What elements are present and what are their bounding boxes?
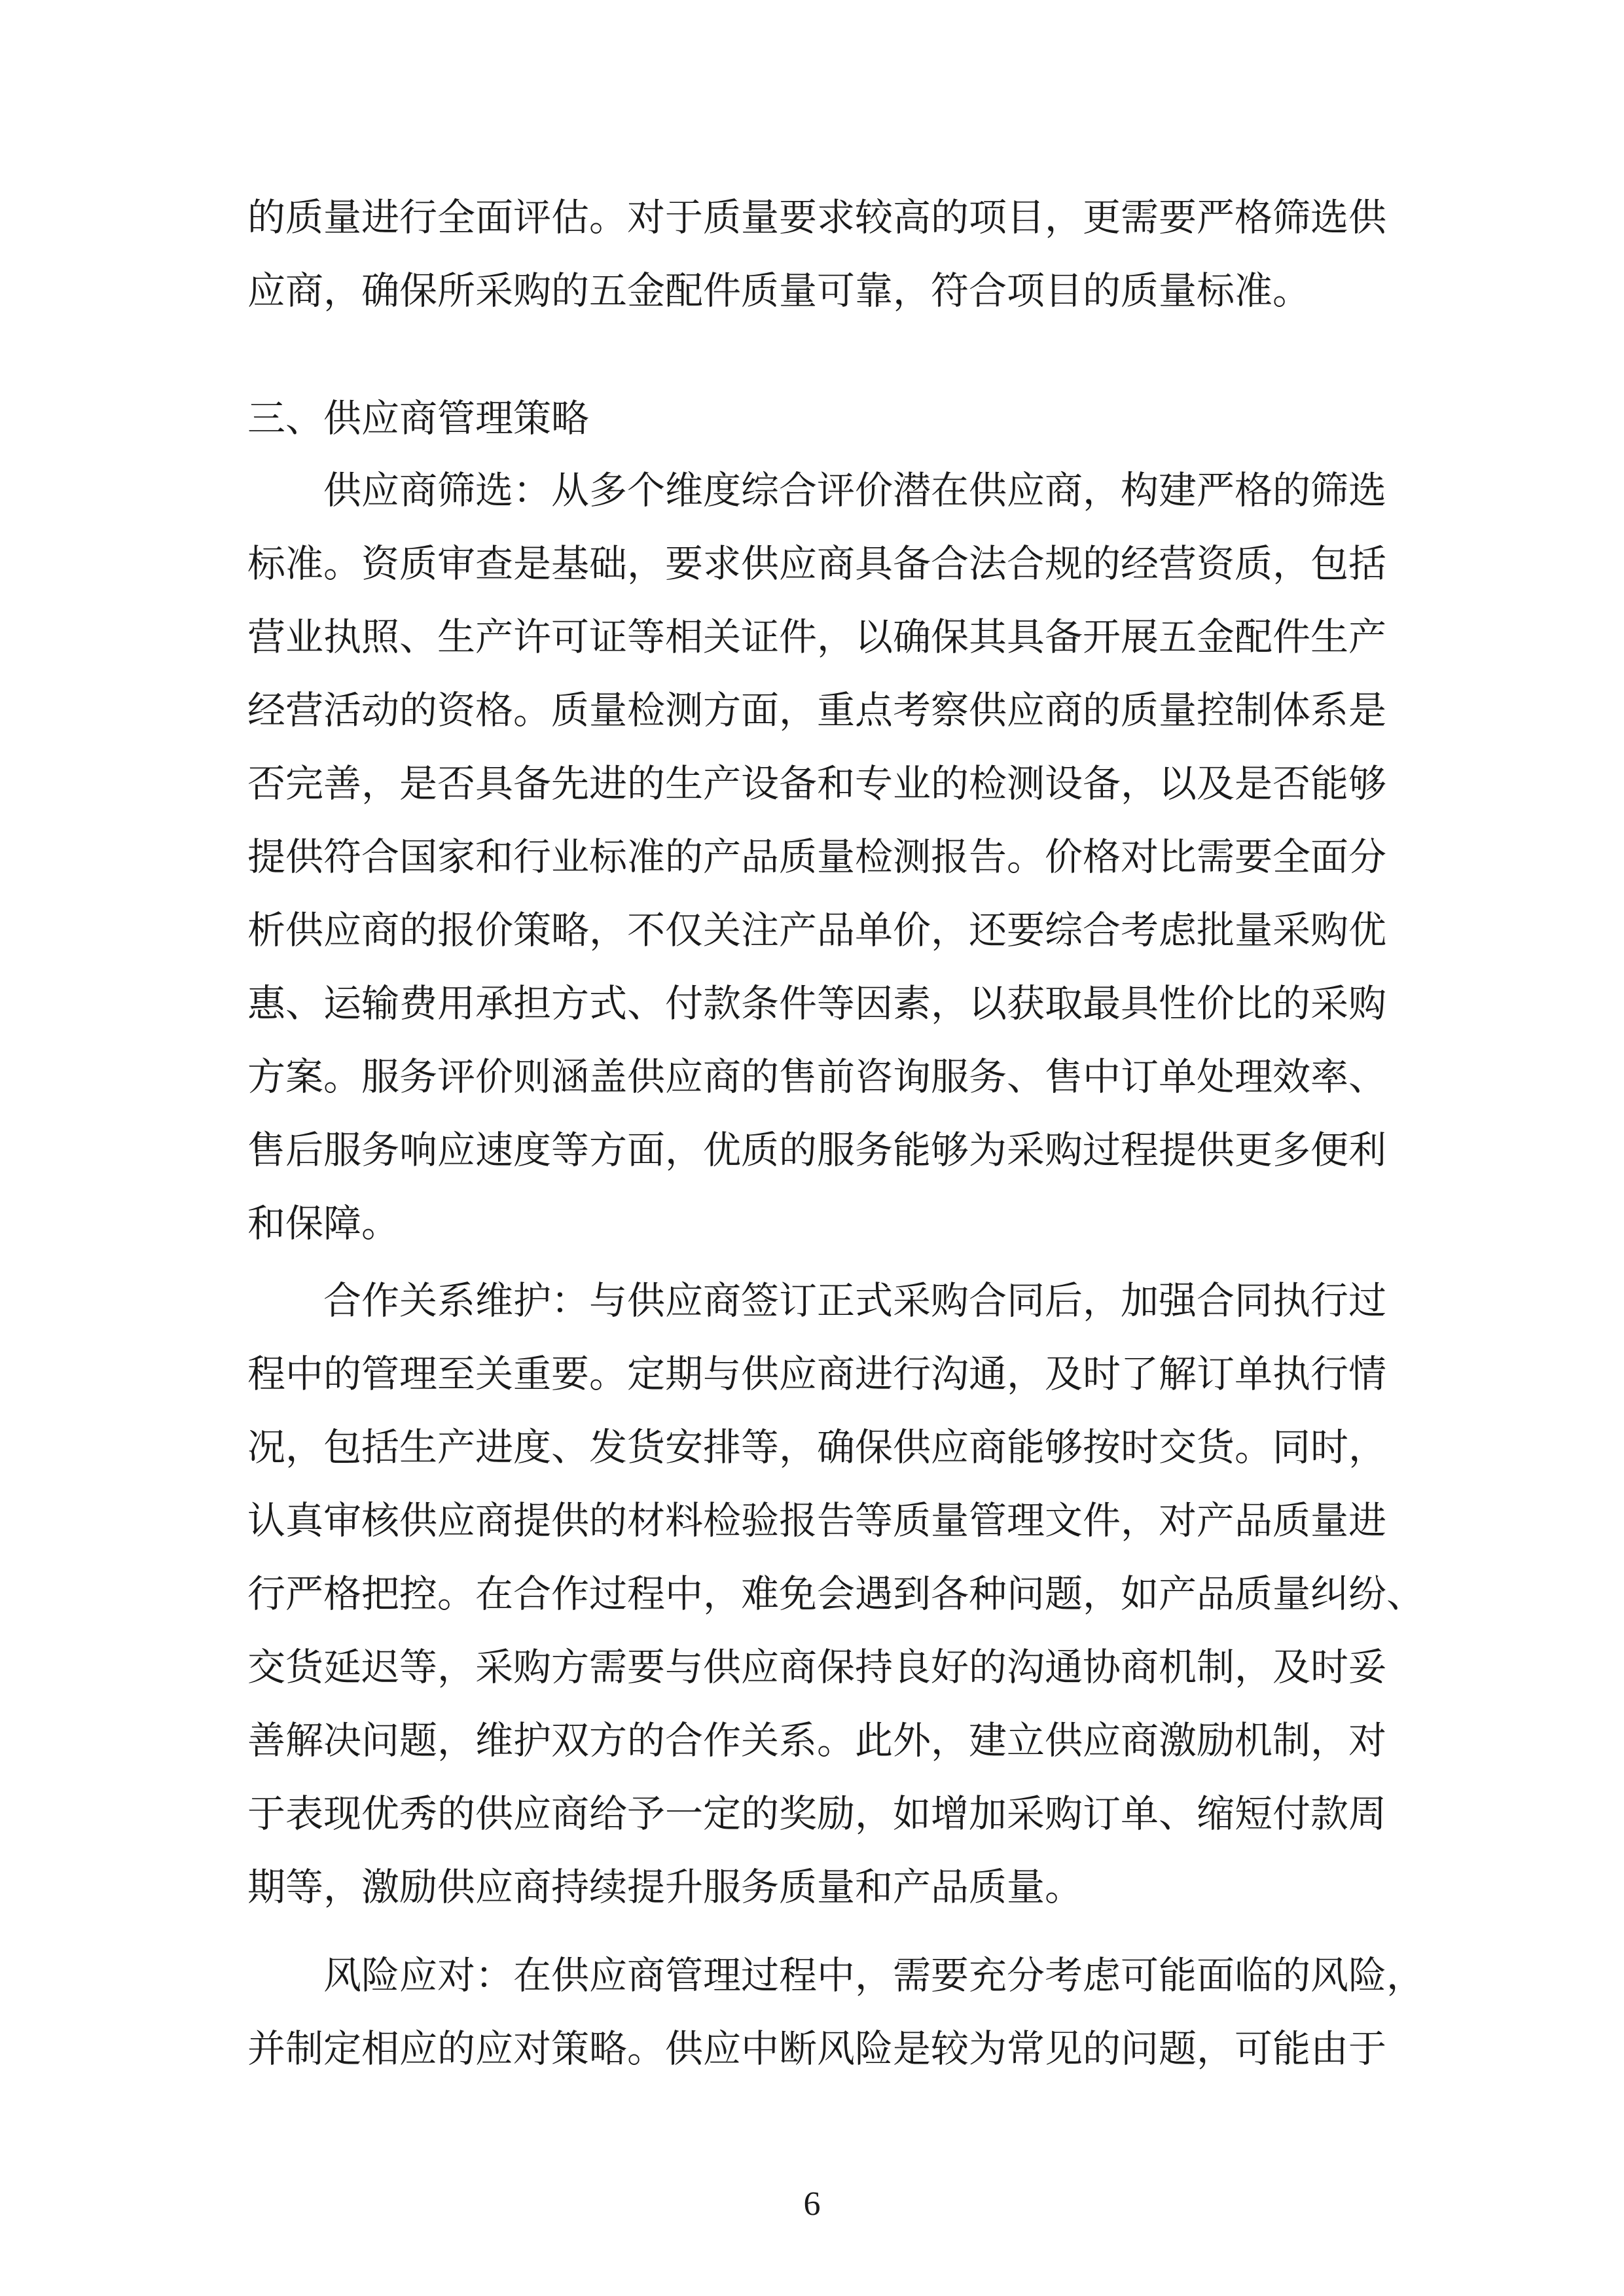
text-line: 于表现优秀的供应商给予一定的奖励，如增加采购订单、缩短付款周 [247, 1791, 1387, 1836]
section-heading-text: 三、供应商管理策略 [247, 396, 590, 440]
paragraph-supplier-screening [247, 454, 1386, 1260]
page-number: 6 [803, 2185, 821, 2223]
text-line: 析供应商的报价策略，不仅关注产品单价，还要综合考虑批量采购优 [247, 908, 1387, 952]
text-line: 应商，确保所采购的五金配件质量可靠，符合项目的质量标准。 [247, 268, 1311, 313]
text-line: 善解决问题，维护双方的合作关系。此外，建立供应商激励机制，对 [247, 1718, 1387, 1763]
text-line: 和保障。 [247, 1201, 400, 1246]
paragraph-intro [247, 181, 1386, 327]
text-line: 营业执照、生产许可证等相关证件，以确保其具备开展五金配件生产 [247, 615, 1387, 659]
text-line: 提供符合国家和行业标准的产品质量检测报告。价格对比需要全面分 [247, 834, 1387, 879]
text-line: 行严格把控。在合作过程中，难免会遇到各种问题，如产品质量纠纷、 [247, 1571, 1425, 1616]
text-line: 经营活动的资格。质量检测方面，重点考察供应商的质量控制体系是 [247, 688, 1387, 732]
paragraph-risk-response [247, 1939, 1425, 2085]
text-line: 认真审核供应商提供的材料检验报告等质量管理文件，对产品质量进 [247, 1498, 1387, 1543]
text-line: 惠、运输费用承担方式、付款条件等因素，以获取最具性价比的采购 [247, 981, 1387, 1026]
text-line: 标准。资质审查是基础，要求供应商具备合法合规的经营资质，包括 [247, 541, 1387, 586]
text-line: 供应商筛选：从多个维度综合评价潜在供应商，构建严格的筛选 [323, 468, 1387, 512]
text-line: 风险应对：在供应商管理过程中，需要充分考虑可能面临的风险， [323, 1953, 1425, 1998]
text-line: 期等，激励供应商持续提升服务质量和产品质量。 [247, 1865, 1083, 1909]
text-line: 交货延迟等，采购方需要与供应商保持良好的沟通协商机制，及时妥 [247, 1645, 1387, 1689]
text-line: 程中的管理至关重要。定期与供应商进行沟通，及时了解订单执行情 [247, 1352, 1387, 1396]
text-line: 并制定相应的应对策略。供应中断风险是较为常见的问题，可能由于 [247, 2026, 1387, 2071]
text-line: 的质量进行全面评估。对于质量要求较高的项目，更需要严格筛选供 [247, 195, 1387, 240]
text-line: 售后服务响应速度等方面，优质的服务能够为采购过程提供更多便利 [247, 1128, 1387, 1172]
section-heading [247, 382, 1386, 455]
text-line: 合作关系维护：与供应商签订正式采购合同后，加强合同执行过 [323, 1278, 1387, 1323]
paragraph-cooperation-maintenance [247, 1264, 1425, 1924]
text-line: 方案。服务评价则涵盖供应商的售前咨询服务、售中订单处理效率、 [247, 1054, 1387, 1099]
text-line: 否完善，是否具备先进的生产设备和专业的检测设备，以及是否能够 [247, 761, 1387, 806]
text-line: 况，包括生产进度、发货安排等，确保供应商能够按时交货。同时， [247, 1425, 1387, 1469]
